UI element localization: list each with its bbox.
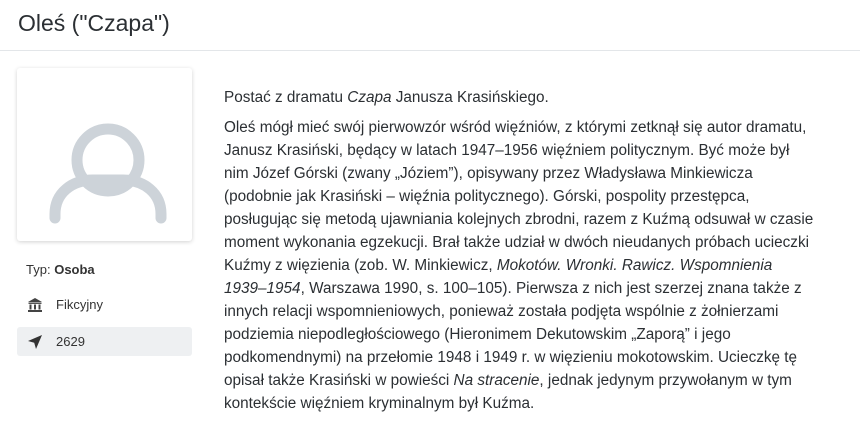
- text: Oleś mógł mieć swój pierwowzór wśród więźniów, z którymi zetknął się autor dramatu, Janusz Krasiński, będący w latach 1947–1956 więźniem politycznym. Być może był nim Józef Górski (zwany „Józiem”), opisywany przez Władysława Minkiewicza (podobnie jak Krasiński – więźnia politycznego). Górski, pospolity przestępca, posługując się metodą ujawniania kolejnych zbrodni, razem z Kuźmą odsuwał w czasie moment wykonania egzekucji. Brał także udział w dwóch nieudanych próbach ucieczki Kuźmy z więzienia (zob. W. Minkiewicz,: [224, 119, 814, 274]
- type-value: Osoba: [54, 262, 95, 277]
- avatar: [17, 68, 192, 241]
- work-title: Czapa: [347, 89, 392, 106]
- description: [224, 86, 814, 422]
- work-title: Mokotów. Wronki. Rawicz. Wspomnienia 1939–1954: [224, 257, 773, 297]
- text: , jednak jedynym przywołanym w tym kontekście więźniem kryminalnym był Kuźma.: [224, 372, 792, 412]
- status-label: Fikcyjny: [56, 297, 103, 312]
- reference-count[interactable]: [17, 327, 192, 356]
- type-label: Typ:: [26, 262, 51, 277]
- page-header: [0, 0, 860, 51]
- user-silhouette-icon: [17, 68, 192, 241]
- description-paragraph: [224, 86, 814, 109]
- location-arrow-icon: [27, 334, 43, 350]
- text: , Warszawa 1990, s. 100–105). Pierwsza z nich jest szerzej znana także z innych relacji wspomnieniowych, ponieważ została podjęta wspólnie z żołnierzami podziemia niepodległościowego (Hieronimem Dekutowskim „Zaporą” i jego podkomendnymi) na przełomie 1948 i 1949 r. w więzieniu mokotowskim. Ucieczkę tę opisał także Krasiński w powieści: [224, 280, 802, 389]
- text: Janusza Krasińskiego.: [391, 89, 549, 106]
- page-title: Oleś ("Czapa"): [18, 10, 170, 36]
- description-paragraph: [224, 116, 814, 415]
- fictional-status: [17, 290, 192, 319]
- text: Postać z dramatu: [224, 89, 348, 106]
- work-title: Na stracenie: [453, 372, 540, 389]
- entity-type: [26, 261, 95, 279]
- count-label: 2629: [56, 334, 85, 349]
- bank-building-icon: [27, 297, 43, 313]
